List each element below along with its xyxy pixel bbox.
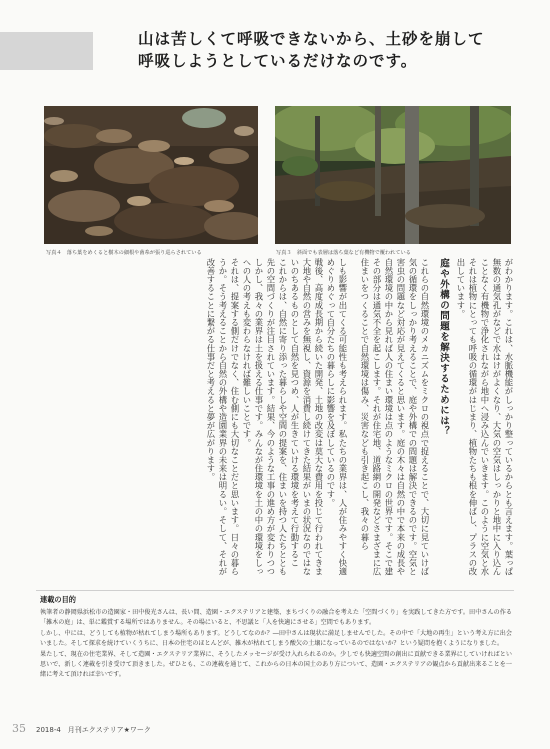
body-column-2: 無数の通気孔がなどで水はけがよくなり、大気の空気はしっかりと地中に入り込ん <box>492 258 502 576</box>
body-column-12: しも影響が出てくる可能性も考えられます。私たちの業界は、人が住みやすく快適 <box>338 258 348 576</box>
body-column-19: しかし、我々の業界は土を扱える仕事です。みんなが住環境を土の中の環境をしっ <box>254 258 264 576</box>
body-column-7: 気の循環をしっかり考えることで、庭や外構での問題は解決できるのです。空気と <box>408 258 418 576</box>
body-column-5: 出しています。 <box>456 258 466 319</box>
body-column-4: それは植物にとっても呼吸の循環がはじまり、植物たちも根を伸ばし、プラスの改 <box>468 258 478 576</box>
body-column-14: 戦後、高度成長期から続いた開発、土地の改変は莫大な費用を投じて行われてきま <box>314 258 324 576</box>
issue-footer: 2018-4 月刊エクステリア★ワーク <box>36 726 151 734</box>
body-column-23: 改善することに繋がる仕事だと考えると夢が広がります。 <box>206 258 216 482</box>
body-column-10: その部分は通気不全を起こします。それが住宅地、道路網の開発などさまざまに広 <box>372 258 382 576</box>
body-column-15: 大地や自然の営みを無視し、資源を消費し続けてきた結果がいまの状況なのではな <box>302 258 312 576</box>
series-purpose-box <box>40 595 512 681</box>
series-purpose-paragraph-1: 執筆者の静岡県浜松市の造園家・田中俊光さんは、長い間、造園・エクステリアと建築、まちづくりの融合を考えた「空間づくり」を実践してきた方です。田中さんの作る「雑木の庭」は、単に鑑賞する場所ではありません。その場にいると、不思議と「人を快適にさせる」空間でもあります。 <box>40 609 512 627</box>
body-column-18: 先の空間づくりが注目されています。結果、今のような工事の進め方が変わりつつ <box>266 258 276 576</box>
body-column-1: がわかります。これは、水脈機能がしっかり整っているからとも言えます。葉っぱ <box>504 258 514 576</box>
headline <box>138 28 538 72</box>
headline-line-2: 呼吸しようとしているだけなのです。 <box>138 51 418 70</box>
leaf-litter-image <box>44 106 258 244</box>
section-subheading: 庭や外構の問題を解決するためには？ <box>438 258 449 437</box>
series-purpose-paragraph-2: しかし、中には、どうしても植物が枯れてしまう場所もあります。どうしてなのか？―田中さんは現状に満足しませんでした。その中で「大地の再生」という考え方に出会いました。そして探求を続けていくうちに、日本の住宅のほとんどが、雑木が枯れてしまう酸欠の土壌になっているのではないか？という疑問を抱くようになりました。 <box>40 629 512 648</box>
forest-slope-image <box>275 106 511 244</box>
body-column-17: これからは、自然に寄り添った暮らしや空間の提案を、住まいを持つ人たちととも <box>278 258 288 576</box>
body-text <box>36 258 514 580</box>
photo4-caption: 写真４ 落ち葉をめくると樹木の細根や菌糸が張り巡らされている <box>46 250 202 256</box>
photo-forest-slope <box>275 106 511 244</box>
body-column-3: ことなく有機物で浄化されながら地中へ浸み込んでいきます。このように空気と水 <box>480 258 490 576</box>
series-purpose-title: 連載の目的 <box>40 595 76 604</box>
body-column-6: これらの自然環境のメカニズムをミクロの視点で捉えることで、大切に見ていけば <box>420 258 430 576</box>
series-purpose-paragraph-3: 果たして、現在の住宅業界、そして造園・エクステリア業界に、そうしたメッセージが受け入れられるのか。少しでも快適空間の創出に貢献できる業界にしていければとい思いで、新しく連載を引き受けて頂きました。ぜひとも、この連載を通じて、これからの日本の国土のあり方について、造園・エクステリアの観点から貢献出来ることを一緒に考えて頂ければ幸いです。 <box>40 650 512 679</box>
body-column-22: うか。そう考えることから自然の外構や造園業界の未来は明るい。そして、それが <box>218 258 228 576</box>
photo-leaf-litter <box>44 106 258 244</box>
page-number: 35 <box>12 722 26 735</box>
body-column-13: めぐりめぐって自分たちの暮らしに影響を及ぼしているのです。 <box>326 258 336 508</box>
body-column-8: 害虫の問題など対応が見えてくると思います。庭の木々は自然の中で本来の成長や <box>396 258 406 576</box>
body-column-20: への人の考えも変わらなければ難しいことです。 <box>242 258 252 447</box>
photo3-caption: 写真３ 斜面でも表層は落ち葉など有機物で覆われている <box>276 250 411 256</box>
body-column-11: 住まいをつくることで自然環境は傷み、災害なども引き起こし、我々の暮ら <box>360 258 370 551</box>
headline-accent-bar <box>0 32 93 70</box>
body-column-9: 自然環境の中から見れば人の住まい環境は点のようなミクロの世界です。そこで建 <box>384 258 394 576</box>
body-column-16: いのちあるものとして自然を見つめ、人が生きていける環境を考えて行動するこ <box>290 258 300 568</box>
headline-line-1: 山は苦しくて呼吸できないから、土砂を崩して <box>138 29 485 48</box>
section-divider <box>36 590 514 591</box>
body-column-21: それは、提案する側だけでなく、住む側にも大切なことだと思います。日々の暮ら <box>230 258 240 576</box>
